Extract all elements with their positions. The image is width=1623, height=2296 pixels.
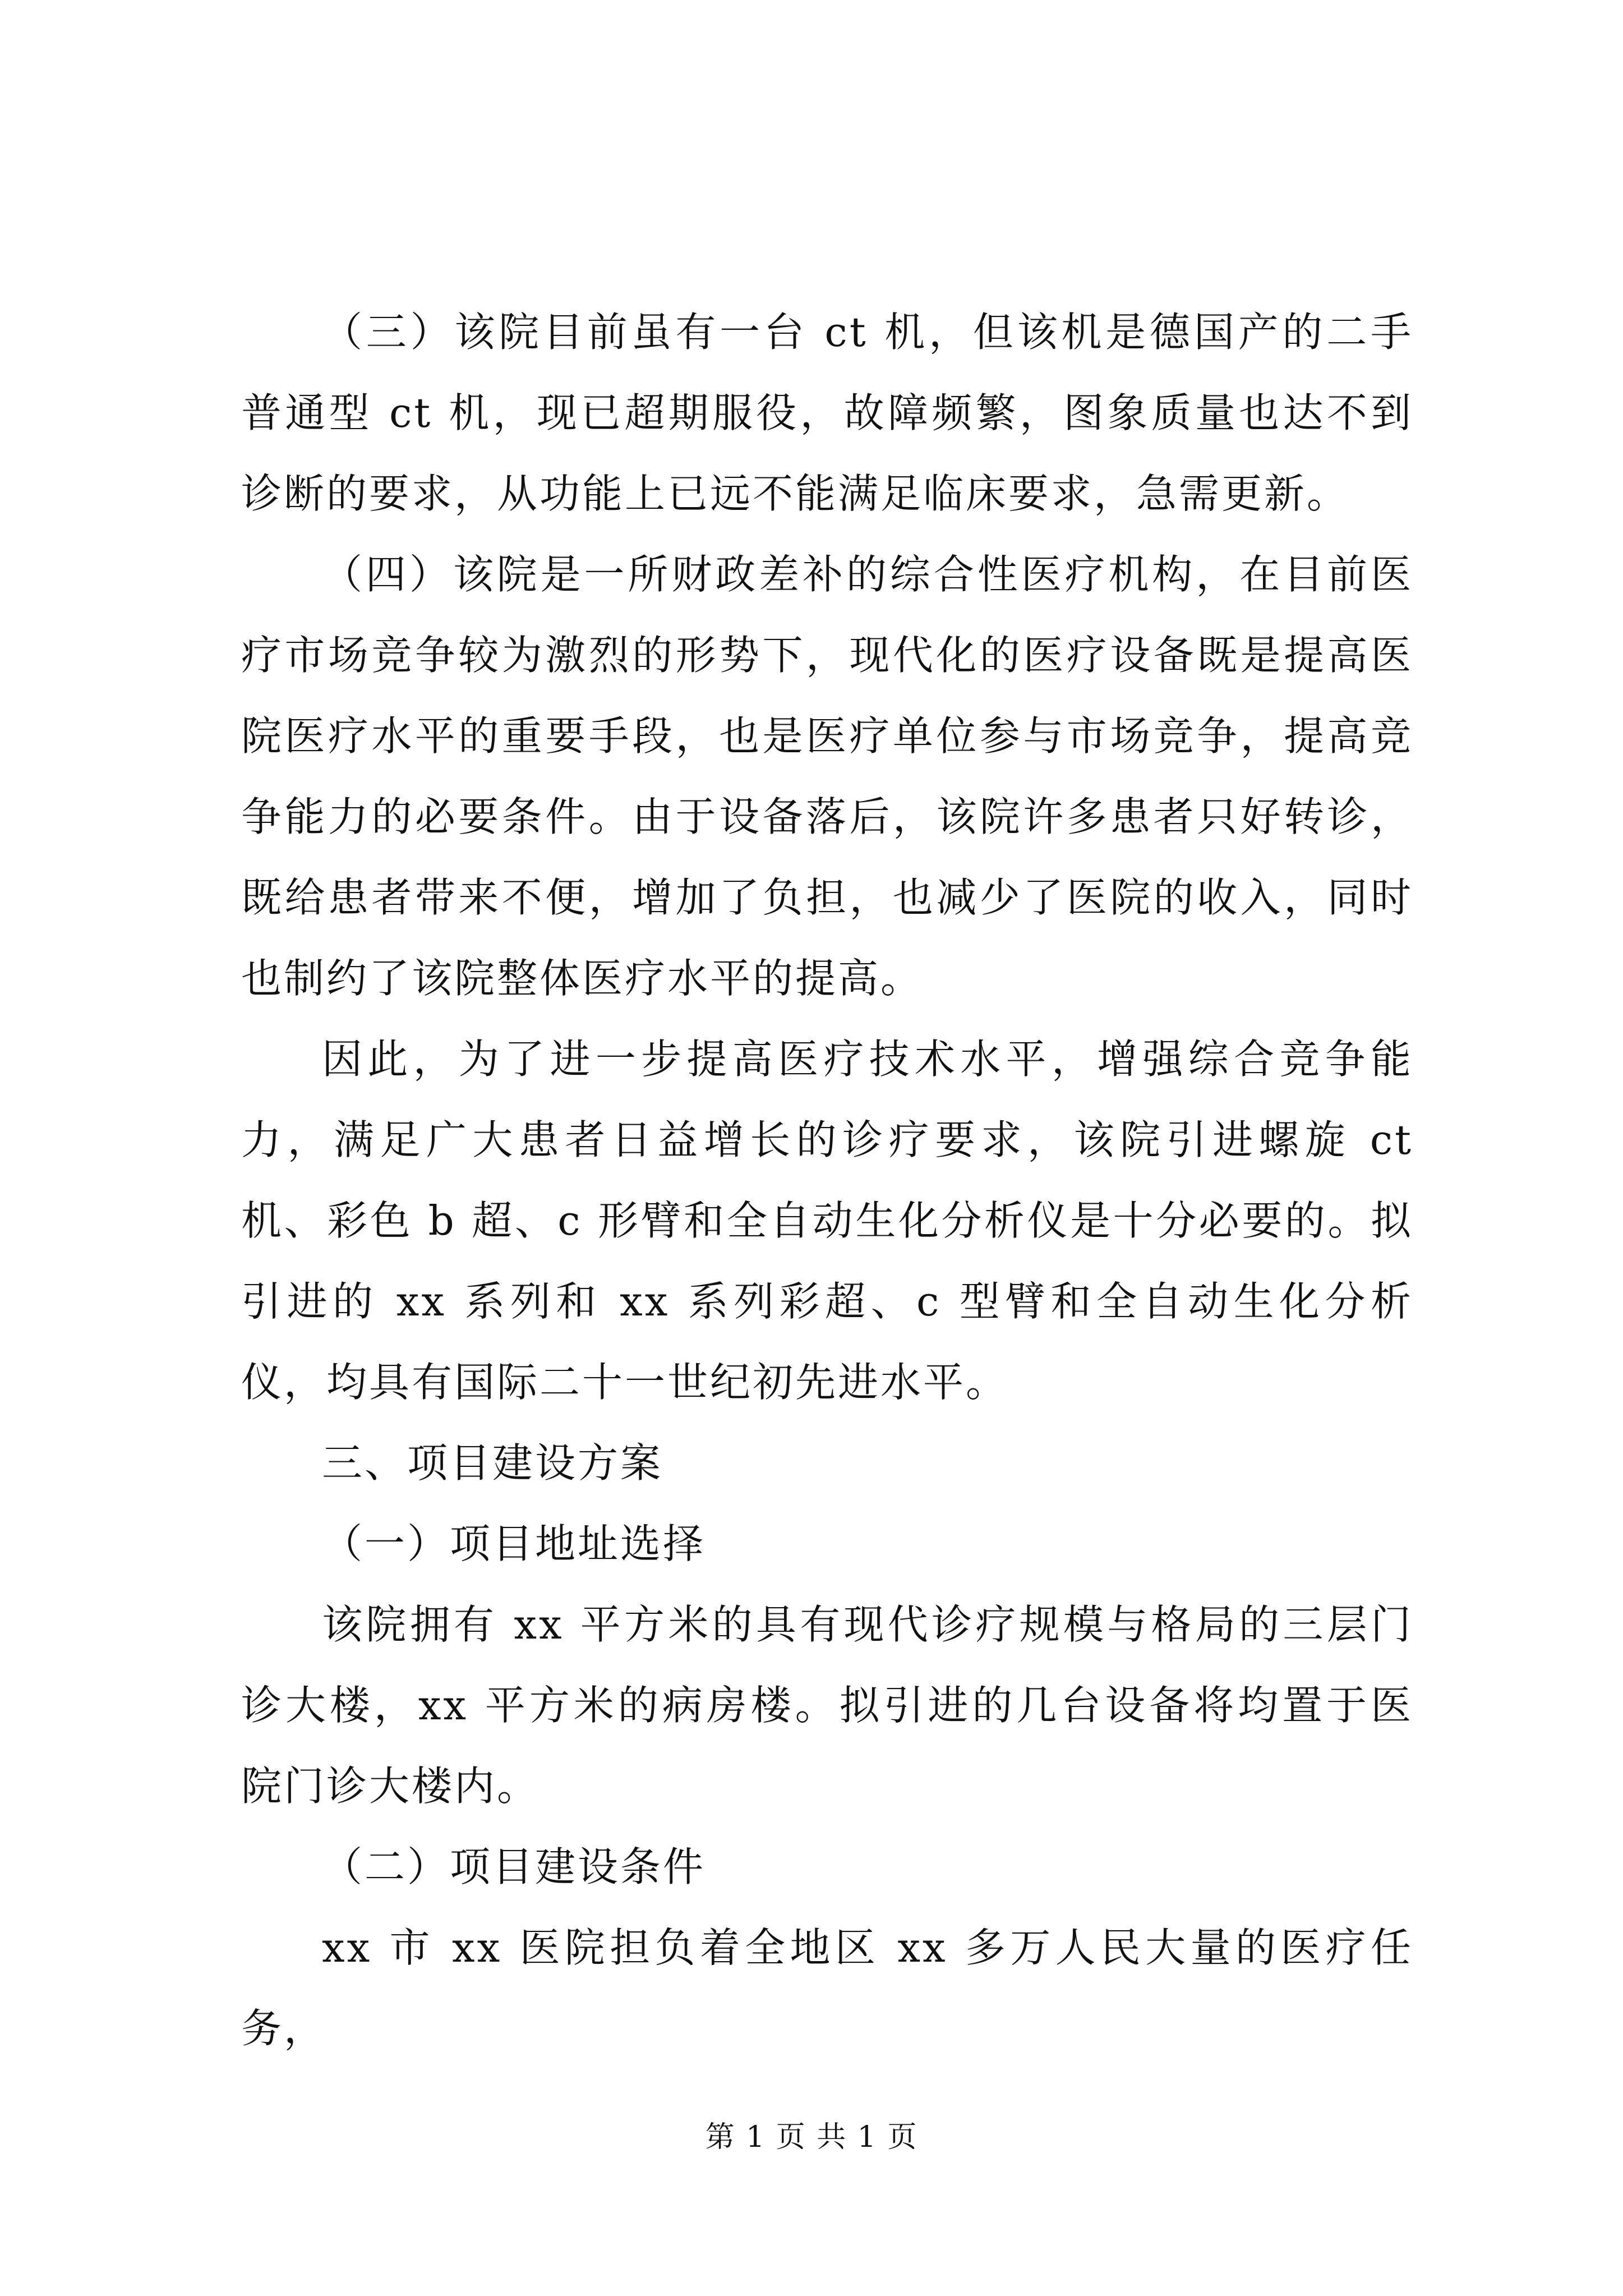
paragraph-site-description: 该院拥有 xx 平方米的具有现代诊疗规模与格局的三层门诊大楼，xx 平方米的病房楼。拟引进的几台设备将均置于医院门诊大楼内。 bbox=[241, 1601, 1413, 1810]
paragraph-conditions-intro: xx 市 xx 医院担负着全地区 xx 多万人民大量的医疗任务， bbox=[241, 1924, 1413, 2052]
page-footer: 第 1 页 共 1 页 bbox=[705, 2120, 918, 2154]
paragraph-necessity: 因此，为了进一步提高医疗技术水平，增强综合竞争能力，满足广大患者日益增长的诊疗要求，该院引进螺旋 ct 机、彩色 b 超、c 形臂和全自动生化分析仪是十分必要的。拟引进的 xx 系列和 xx 系列彩超、c 型臂和全自动生化分析仪，均具有国际二十一世纪初先进水平。 bbox=[241, 1036, 1413, 1406]
paragraph-hospital-status: （四）该院是一所财政差补的综合性医疗机构，在目前医疗市场竞争较为激烈的形势下，现代化的医疗设备既是提高医院医疗水平的重要手段，也是医疗单位参与市场竞争，提高竞争能力的必要条件。由于设备落后，该院许多患者只好转诊，既给患者带来不便，增加了负担，也减少了医院的收入，同时也制约了该院整体医疗水平的提高。 bbox=[241, 551, 1413, 1002]
subheading-construction-conditions: （二）项目建设条件 bbox=[322, 1843, 706, 1890]
subheading-site-selection: （一）项目地址选择 bbox=[322, 1520, 706, 1567]
section-heading-construction-plan: 三、项目建设方案 bbox=[322, 1439, 663, 1487]
paragraph-ct-machine: （三）该院目前虽有一台 ct 机，但该机是德国产的二手普通型 ct 机，现已超期服役，故障频繁，图象质量也达不到诊断的要求，从功能上已远不能满足临床要求，急需更新。 bbox=[241, 309, 1413, 517]
document-body bbox=[241, 292, 1413, 2069]
